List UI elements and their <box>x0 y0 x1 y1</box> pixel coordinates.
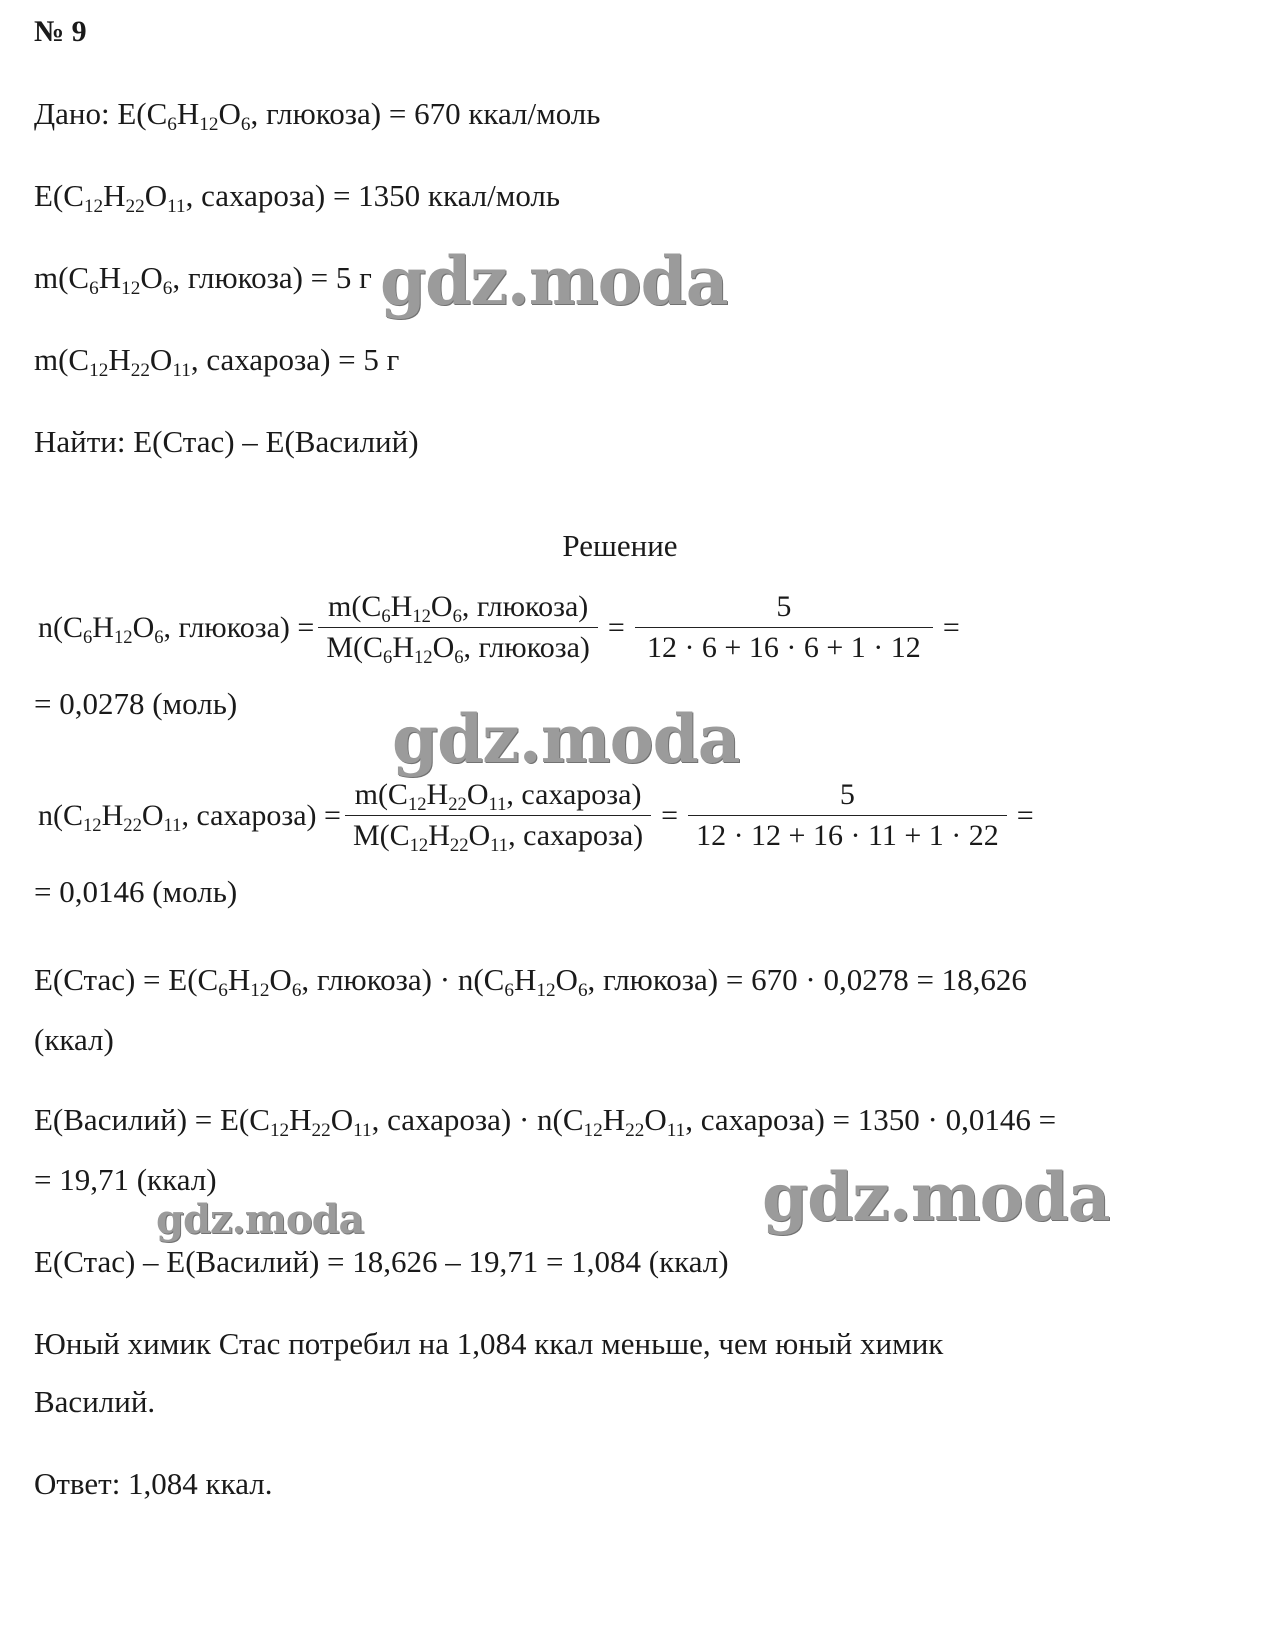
e-stas-equation: E(Стас) = $E(C_6H_{12}O_6$, глюкоза) · $n(C_6H_{12}O_6$, глюкоза) = 670 · 0,0278 = 18,626 <box>34 962 1027 1002</box>
solution-title: Решение <box>562 528 678 563</box>
conclusion-line-1: Юный химик Стас потребил на 1,084 ккал меньше, чем юный химик <box>34 1326 944 1361</box>
formula-pre: E(C <box>117 96 168 131</box>
watermark: gdz.moda <box>392 700 740 778</box>
find-line: Найти: E(Стас) – E(Василий) <box>34 424 419 459</box>
given-line-glucose-mass: $m(C_6H_{12}O_6$, глюкоза) = 5 г <box>34 260 372 300</box>
given-label: Дано: <box>34 96 110 131</box>
watermark: gdz.moda <box>762 1158 1110 1236</box>
problem-number: № 9 <box>34 15 87 48</box>
e-stas-unit: (ккал) <box>34 1022 114 1057</box>
n-glucose-result: = 0,0278 (моль) <box>34 686 238 721</box>
e-vasiliy-result: = 19,71 (ккал) <box>34 1162 217 1197</box>
n-sucrose-result: = 0,0146 (моль) <box>34 874 238 909</box>
given-line-glucose-energy: Дано: $E(C_6H_{12}O_6$, глюкоза) = 670 ккал/моль <box>34 96 601 136</box>
given-line-sucrose-energy: $E(C_{12}H_{22}O_{11}$, сахароза) = 1350 ккал/моль <box>34 178 561 218</box>
answer-line: Ответ: 1,084 ккал. <box>34 1466 273 1501</box>
fraction-numeric: $\frac{5}{12 \cdot 12 + 16 \cdot 11 + 1 \cdot 22}$ <box>692 778 1003 853</box>
e-vasiliy-equation: E(Василий) = $E(C_{12}H_{22}O_{11}$, сахароза) · $n(C_{12}H_{22}O_{11}$, сахароза) = 1350 · 0,0146 = <box>34 1102 1057 1142</box>
fraction-mass-over-molar: $\frac{m(C_{12}H_{22}O_{11}, сахароза)}{M(C_{12}H_{22}O_{11}, сахароза)}$ <box>349 778 647 853</box>
equation-n-sucrose: $n(C_{12}H_{22}O_{11}$, сахароза) = $\frac{m(C_{12}H_{22}O_{11}, сахароза)}{M(C_{12}H_{22}O_{11}, сахароза)}$ = $\frac{5}{12 \cdot 12 + 16 \cdot 11 + 1 \cdot 22}$ = <box>38 778 1034 856</box>
difference-equation: E(Стас) – E(Василий) = 18,626 – 19,71 = 1,084 (ккал) <box>34 1244 729 1279</box>
watermark: gdz.moda <box>380 242 728 320</box>
watermark: gdz.moda <box>156 1196 364 1243</box>
conclusion-line-2: Василий. <box>34 1384 156 1419</box>
fraction-numeric: $\frac{5}{12 \cdot 6 + 16 \cdot 6 + 1 \cdot 12}$ <box>639 590 929 665</box>
fraction-mass-over-molar: $\frac{m(C_6H_{12}O_6, глюкоза)}{M(C_6H_{12}O_6, глюкоза)}$ <box>322 590 594 665</box>
given-line-sucrose-mass: $m(C_{12}H_{22}O_{11}$, сахароза) = 5 г <box>34 342 400 382</box>
equation-n-glucose: $n(C_6H_{12}O_6$, глюкоза) = $\frac{m(C_6H_{12}O_6, глюкоза)}{M(C_6H_{12}O_6, глюкоза)}$ = $\frac{5}{12 \cdot 6 + 16 \cdot 6 + 1 \cdot 12}$ = <box>38 590 960 668</box>
